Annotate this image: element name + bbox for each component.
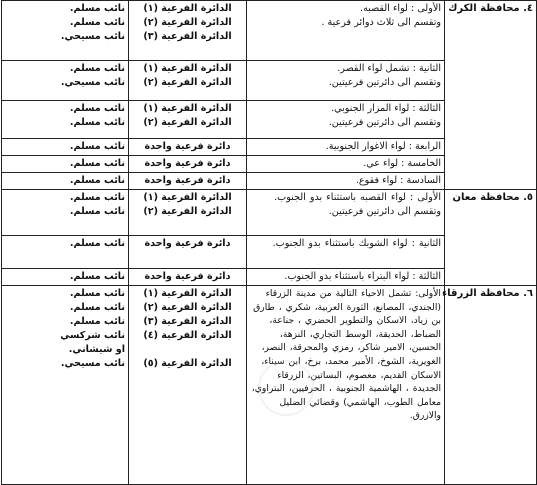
- district-cell: الرابعة : لواء الاغوار الجنوبية.: [247, 139, 445, 156]
- seats-cell: نائب مسلم.: [2, 173, 129, 190]
- seats-cell: نائب مسلم. نائب مسلم.: [2, 190, 129, 236]
- governorate-karak: ٤. محافظة الكرك: [445, 1, 537, 190]
- branch-cell: دائرة فرعية واحدة: [129, 139, 247, 156]
- branch-cell: دائرة فرعية واحدة: [129, 173, 247, 190]
- seats-cell: نائب مسلم.: [2, 236, 129, 269]
- district-cell: الأولى : لواء القصبه. وتقسم الى ثلاث دوائر فرعية .: [247, 1, 445, 61]
- table-row: [2, 190, 537, 236]
- seats-cell: نائب مسلم.: [2, 139, 129, 156]
- table-row: [2, 1, 537, 61]
- seats-cell: نائب مسلم. نائب مسلم.: [2, 101, 129, 139]
- district-cell: الثانية : تشمل لواء القصر. وتقسم الى دائرتين فرعيتين.: [247, 61, 445, 101]
- district-cell: الأولى : لواء القصبه باستثناء بدو الجنوب. وتقسم الى دائرتين فرعيتين.: [247, 190, 445, 236]
- faint-seal-watermark: [258, 360, 314, 416]
- branch-cell: الدائرة الفرعية (١) الدائرة الفرعية (٢): [129, 61, 247, 101]
- district-cell: الثانية : لواء الشوبك باستثناء بدو الجنوب.: [247, 236, 445, 269]
- district-cell: الثالثة : لواء البتراء باستثناء بدو الجنوب.: [247, 269, 445, 286]
- district-cell: الأولى: تشمل الاحياء التالية من مدينة الزرقاء (الجندي، المصانع، الثورة العربية، شكري ، طارق بن زياد، الاسكان والتطوير الحضري ، جناعة، الضباط، الحديقة، الوسط التجاري، النزهة، الحسين، الامير شاكر، رمزي والمحرقة، النصر، الغويرية، الشوخ، الأمير محمد، برخ، ابن سيناء، الاسكان القديم، معصوم، البساتين، الزرقاء الجديدة ، الهاشمية الجنوبية ، الحرفيين، البتراوي، معامل الطوب، الهاشمي) وقضائي الضليل والازرق.: [247, 286, 445, 485]
- governorate-zarqa: ٦. محافظة الزرقاء: [445, 286, 537, 485]
- district-cell: السادسة : لواء فقوع.: [247, 173, 445, 190]
- seats-cell: نائب مسلم. نائب مسيحي.: [2, 61, 129, 101]
- branch-cell: الدائرة الفرعية (١) الدائرة الفرعية (٢) الدائرة الفرعية (٣) الدائرة الفرعية (٤) الدائرة الفرعية (٥): [129, 286, 247, 485]
- seats-cell: نائب مسلم. نائب مسلم. نائب مسيحي.: [2, 1, 129, 61]
- district-cell: الثالثة : لواء المزار الجنوبي. وتقسم الى دائرتين فرعيتين.: [247, 101, 445, 139]
- branch-cell: الدائرة الفرعية (١) الدائرة الفرعية (٢): [129, 101, 247, 139]
- governorate-maan: ٥. محافظة معان: [445, 190, 537, 286]
- branch-cell: الدائرة الفرعية (١) الدائرة الفرعية (٢): [129, 190, 247, 236]
- seats-cell: نائب مسلم. نائب مسلم. نائب مسلم. نائب شركسي او شيشاني. نائب مسيحي.: [2, 286, 129, 485]
- branch-cell: دائرة فرعية واحدة: [129, 156, 247, 173]
- branch-cell: الدائرة الفرعية (١) الدائرة الفرعية (٢) الدائرة الفرعية (٣): [129, 1, 247, 61]
- branch-cell: دائرة فرعية واحدة: [129, 269, 247, 286]
- branch-cell: دائرة فرعية واحدة: [129, 236, 247, 269]
- seats-cell: نائب مسلم.: [2, 269, 129, 286]
- electoral-districts-table: [1, 0, 537, 485]
- seats-cell: نائب مسلم.: [2, 156, 129, 173]
- district-cell: الخامسة : لواء عي.: [247, 156, 445, 173]
